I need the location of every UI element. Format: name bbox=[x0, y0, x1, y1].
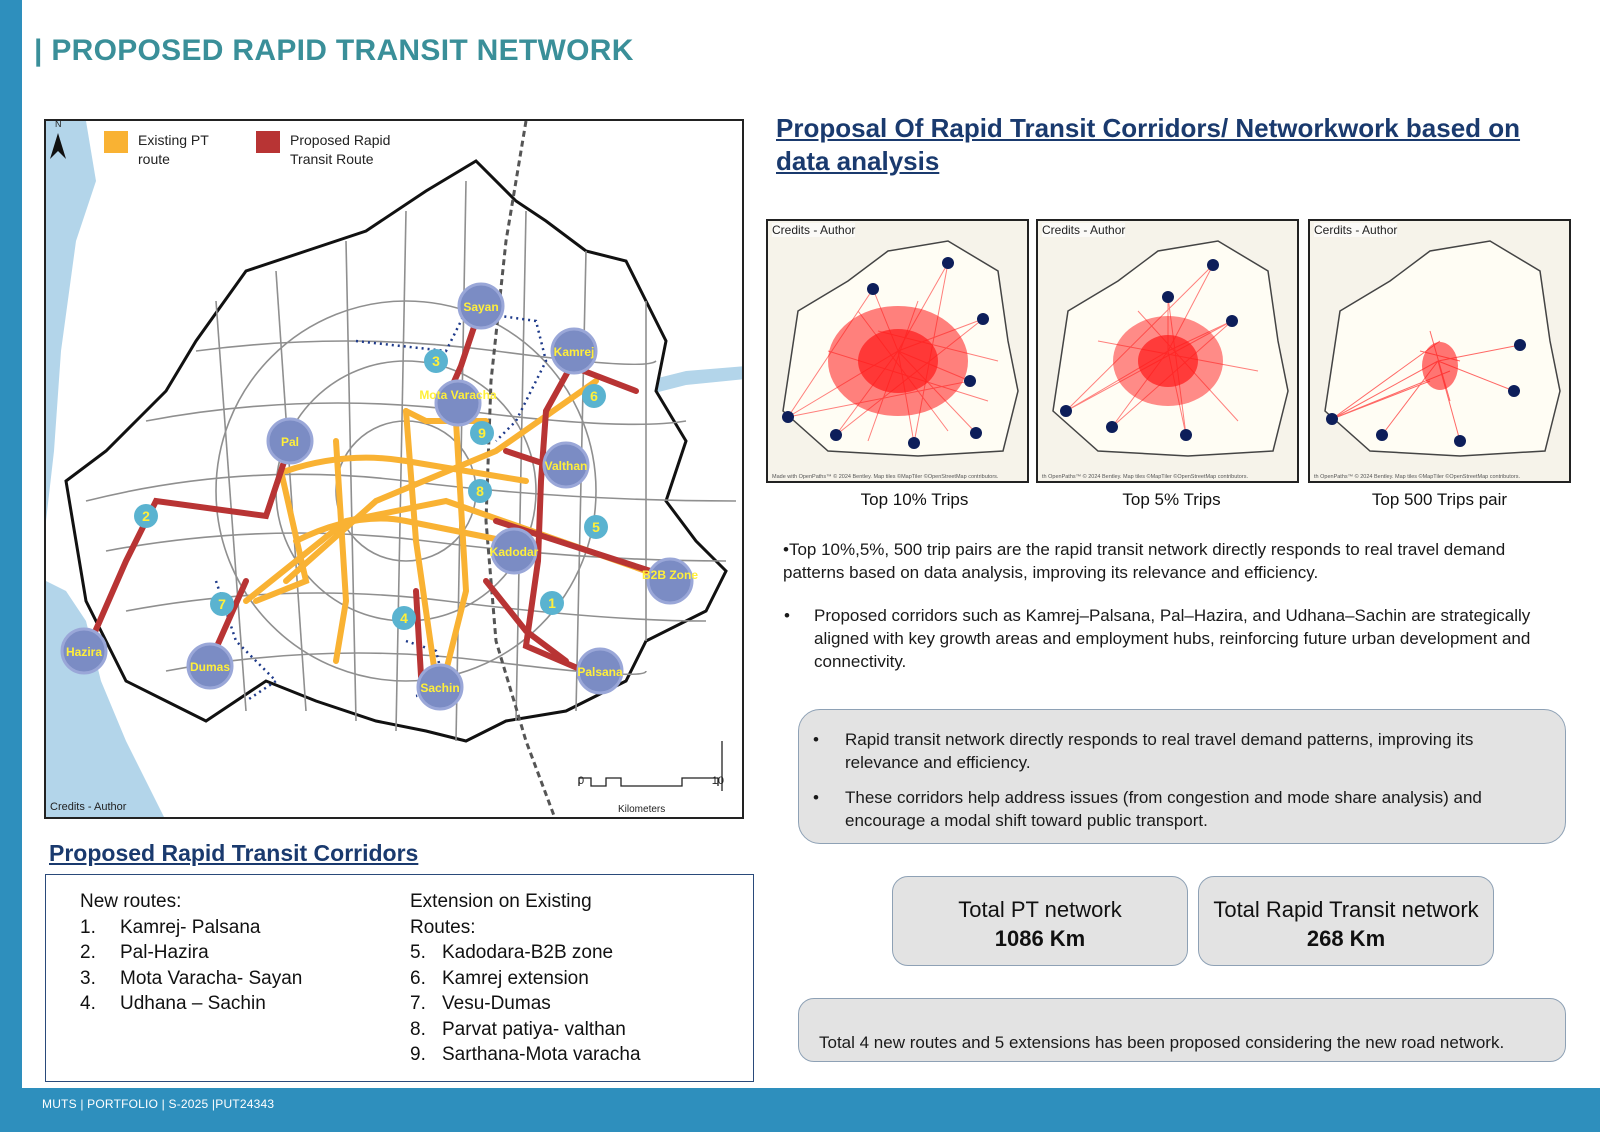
route-number: 1. bbox=[80, 916, 96, 938]
heatmap-credit: Credits - Author bbox=[1042, 223, 1126, 237]
bullet-corridors-text: Proposed corridors such as Kamrej–Palsana, Pal–Hazira, and Udhana–Sachin are strategically aligned with key growth areas and employment hubs, reinforcing future urban development and connectivity. bbox=[814, 606, 1531, 671]
map-credit: Credits - Author bbox=[50, 801, 127, 813]
route-number: 5. bbox=[410, 942, 426, 963]
legend-label-existing: Existing PT route bbox=[138, 132, 209, 167]
route-number-6: 6 bbox=[590, 388, 598, 404]
extension-heading-line-1: Extension on Existing bbox=[410, 891, 592, 912]
scale-unit: Kilometers bbox=[618, 804, 666, 815]
heatmap-top-500 bbox=[1308, 219, 1571, 483]
proposal-heading: Proposal Of Rapid Transit Corridors/ Networkwork based on data analysis bbox=[776, 113, 1521, 176]
info-box bbox=[798, 709, 1566, 844]
legend-label-proposed: Proposed Rapid Transit Route bbox=[290, 132, 391, 167]
info-point bbox=[813, 728, 1545, 774]
legend-swatch-proposed bbox=[256, 131, 280, 153]
route-name: Parvat patiya- valthan bbox=[442, 1018, 626, 1040]
info-point-text: Rapid transit network directly responds to real travel demand patterns, improving its relevance and efficiency. bbox=[845, 730, 1474, 772]
station-label-mota-varacha: Mota Varacha bbox=[419, 388, 497, 402]
heatmap-caption-top-500: Top 500 Trips pair bbox=[1371, 490, 1508, 509]
list-item bbox=[410, 940, 641, 966]
route-name: Vesu-Dumas bbox=[442, 993, 551, 1014]
heatmap-top-10-graphic bbox=[768, 221, 1029, 483]
left-accent-stripe bbox=[0, 0, 22, 1132]
bullet-corridors bbox=[784, 604, 1544, 673]
heatmap-caption-top-10: Top 10% Trips bbox=[860, 490, 969, 509]
bullet-marker: • bbox=[784, 606, 790, 625]
station-label-palsana: Palsana bbox=[577, 665, 623, 679]
info-point-text: These corridors help address issues (from congestion and mode share analysis) and encourage a modal shift toward public transport. bbox=[845, 788, 1482, 830]
heatmap-attribution: Made with OpenPaths™ © 2024 Bentley. Map tiles ©MapTiler ©OpenStreetMap contributors. bbox=[772, 474, 999, 480]
route-number-4: 4 bbox=[400, 610, 408, 626]
extension-heading-line-2: Routes: bbox=[410, 916, 476, 938]
legend-proposed-rapid bbox=[256, 131, 392, 169]
station-label-b2b-zone: B2B Zone bbox=[641, 568, 699, 582]
bullet-marker: • bbox=[813, 788, 819, 807]
scale-start: 0 bbox=[578, 775, 585, 787]
list-item bbox=[80, 991, 302, 1017]
heatmap-credit: Cerdits - Author bbox=[1314, 223, 1398, 237]
heatmap-attribution: th OpenPaths™ © 2024 Bentley. Map tiles ©MapTiler ©OpenStreetMap contributors. bbox=[1314, 474, 1520, 480]
heatmap-top-500-graphic bbox=[1310, 221, 1571, 483]
legend-swatch-existing bbox=[104, 131, 128, 153]
heatmap-top-5-graphic bbox=[1038, 221, 1299, 483]
map-canvas bbox=[46, 121, 744, 819]
transit-network-map bbox=[44, 119, 744, 819]
new-routes-column bbox=[80, 889, 302, 1017]
heatmap-credit: Credits - Author bbox=[772, 223, 856, 237]
route-name: Udhana – Sachin bbox=[120, 993, 266, 1014]
station-label-dumas: Dumas bbox=[189, 660, 231, 674]
station-label-hazira: Hazira bbox=[65, 645, 103, 659]
route-name: Pal-Hazira bbox=[120, 942, 209, 963]
stat-card-total-rapid bbox=[1198, 876, 1494, 966]
route-number-8: 8 bbox=[476, 483, 484, 499]
scale-end: 10 bbox=[711, 775, 724, 787]
heatmap-caption-top-5: Top 5% Trips bbox=[1122, 490, 1221, 509]
scale-bar bbox=[574, 763, 724, 815]
page-title: | PROPOSED RAPID TRANSIT NETWORK bbox=[34, 34, 634, 67]
heatmap-top-10 bbox=[766, 219, 1029, 483]
corridors-heading: Proposed Rapid Transit Corridors bbox=[49, 840, 419, 866]
route-name: Kamrej- Palsana bbox=[120, 916, 261, 938]
route-name: Kadodara-B2B zone bbox=[442, 942, 614, 963]
legend-existing-pt bbox=[104, 131, 240, 169]
station-label-valthan: Valthan bbox=[544, 459, 588, 473]
route-name: Kamrej extension bbox=[442, 967, 589, 989]
summary-box: Total 4 new routes and 5 extensions has been proposed considering the new road network. bbox=[798, 998, 1566, 1062]
info-point bbox=[813, 786, 1545, 832]
route-number: 6. bbox=[410, 967, 426, 989]
sea-area bbox=[46, 121, 96, 521]
station-label-sachin: Sachin bbox=[420, 681, 460, 695]
new-routes-heading: New routes: bbox=[80, 891, 182, 912]
route-number: 8. bbox=[410, 1018, 426, 1040]
list-item bbox=[410, 1017, 641, 1043]
corridor-list-box bbox=[45, 874, 754, 1082]
route-number-3: 3 bbox=[432, 353, 440, 369]
stat-title: Total PT network bbox=[958, 897, 1122, 922]
list-item bbox=[410, 991, 641, 1017]
list-item bbox=[80, 966, 302, 992]
route-name: Sarthana-Mota varacha bbox=[442, 1044, 641, 1065]
map-legend bbox=[104, 131, 392, 169]
station-label-sayan: Sayan bbox=[463, 300, 499, 314]
route-number-9: 9 bbox=[478, 425, 486, 441]
route-number: 4. bbox=[80, 993, 96, 1014]
list-item bbox=[80, 915, 302, 941]
bullet-trip-pairs: •Top 10%,5%, 500 trip pairs are the rapid transit network directly responds to real travel demand patterns based on data analysis, improving its relevance and efficiency. bbox=[783, 540, 1506, 582]
route-name: Mota Varacha- Sayan bbox=[120, 967, 303, 989]
stat-value: 268 Km bbox=[1306, 926, 1386, 951]
route-number: 2. bbox=[80, 942, 96, 963]
route-number-7: 7 bbox=[218, 596, 226, 612]
station-label-pal: Pal bbox=[280, 435, 300, 449]
heatmap-top-5 bbox=[1036, 219, 1299, 483]
route-number-5: 5 bbox=[592, 519, 600, 535]
route-number: 9. bbox=[410, 1044, 426, 1065]
heatmap-attribution: th OpenPaths™ © 2024 Bentley. Map tiles ©MapTiler ©OpenStreetMap contributors. bbox=[1042, 474, 1248, 480]
stat-title: Total Rapid Transit network bbox=[1213, 897, 1479, 922]
footer-text: MUTS | PORTFOLIO | S-2025 |PUT24343 bbox=[42, 1097, 275, 1111]
stat-card-total-pt bbox=[892, 876, 1188, 966]
route-number: 3. bbox=[80, 967, 96, 989]
bullet-marker: • bbox=[813, 730, 819, 749]
station-label-kamrej: Kamrej bbox=[553, 345, 595, 359]
route-number-2: 2 bbox=[142, 508, 150, 524]
list-item bbox=[80, 940, 302, 966]
route-number-1: 1 bbox=[548, 595, 556, 611]
list-item bbox=[410, 1042, 641, 1068]
station-label-kadodar: Kadodar bbox=[489, 545, 539, 559]
extension-routes-column bbox=[410, 889, 641, 1068]
route-number: 7. bbox=[410, 993, 426, 1014]
north-label: N bbox=[55, 119, 62, 129]
list-item bbox=[410, 966, 641, 992]
stat-value: 1086 Km bbox=[994, 926, 1086, 951]
